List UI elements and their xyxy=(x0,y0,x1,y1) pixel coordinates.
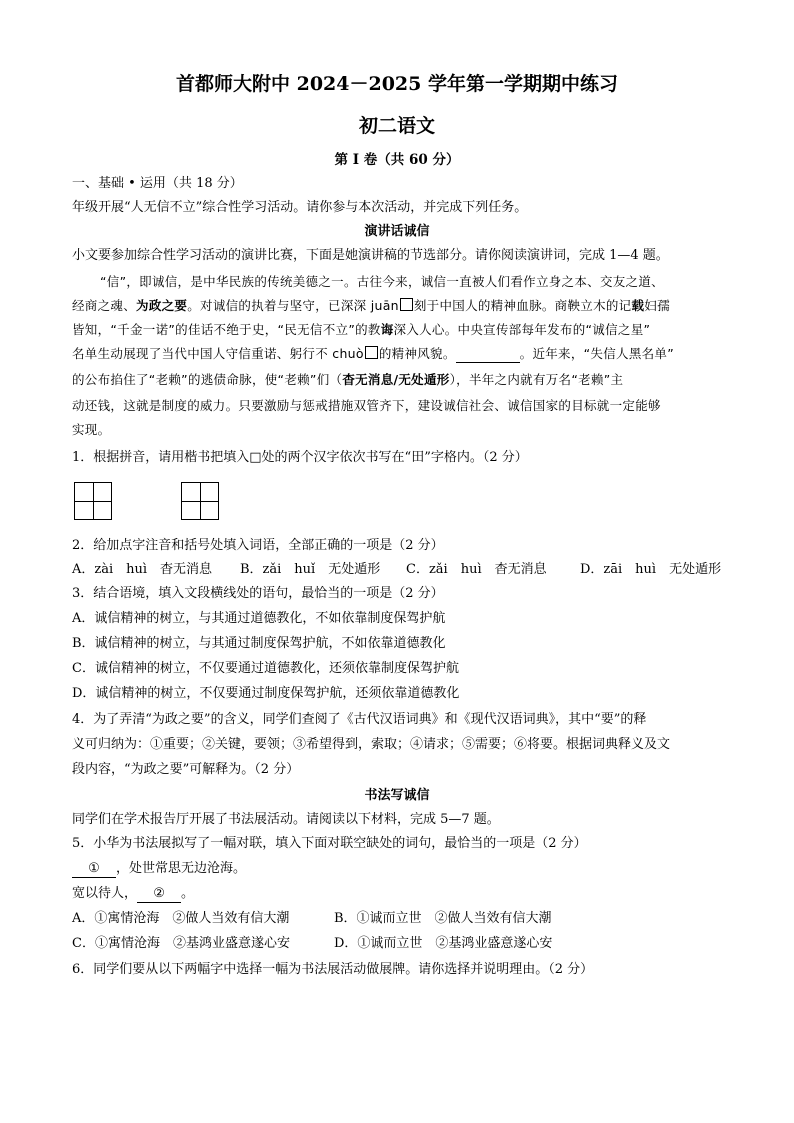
question-3: 3．结合语境，填入文段横线处的语句，最恰当的一项是（2 分） xyxy=(72,586,444,601)
q2-option-a[interactable]: A．zài huì 杳无消息 xyxy=(72,562,213,577)
answer-blank-line xyxy=(456,346,520,363)
question-4-line-1: 4．为了弄清“为政之要”的含义，同学们查阅了《古代汉语词典》和《现代汉语词典》，其中“要”的释 xyxy=(72,712,647,727)
tian-grid-1[interactable] xyxy=(74,482,112,520)
couplet-text: 。 xyxy=(181,886,195,901)
subject-title: 初二语文 xyxy=(358,115,435,137)
section-intro: 年级开展“人无信不立”综合性学习活动。请你参与本次活动，并完成下列任务。 xyxy=(72,200,528,215)
q5-option-b[interactable]: B．①诚而立世 ②做人当效有信大潮 xyxy=(334,911,552,926)
q2-option-c[interactable]: C．zǎi huì 杳无消息 xyxy=(406,562,547,577)
dotted-char-zai: 载 xyxy=(631,298,645,313)
passage-text: 经商之魂、 xyxy=(72,298,137,313)
q2-option-b[interactable]: B．zǎi huǐ 无处遁形 xyxy=(240,562,381,577)
couplet-text: ，处世常思无边沧海。 xyxy=(116,861,247,876)
dotted-char-hui: 诲 xyxy=(380,322,394,337)
passage-text: 刻于中国人的精神血脉。商鞅立木的记 xyxy=(413,298,632,313)
part-intro-calligraphy: 同学们在学术报告厅开展了书法展活动。请阅读以下材料，完成 5—7 题。 xyxy=(72,812,500,827)
passage-text: 妇孺 xyxy=(644,298,670,313)
question-6: 6．同学们要从以下两幅字中选择一幅为书法展活动做展牌。请你选择并说明理由。（2 分） xyxy=(72,962,594,977)
part-intro-speech: 小文要参加综合性学习活动的演讲比赛，下面是她演讲稿的节选部分。请你阅读演讲词，完成 1—4 题。 xyxy=(72,248,669,263)
bracket-options: 杳无消息/无处遁形 xyxy=(342,372,450,387)
q3-option-b[interactable]: B．诚信精神的树立，与其通过制度保驾护航，不如依靠道德教化 xyxy=(72,636,446,651)
passage-text: 。近年来，“失信人黑名单” xyxy=(519,346,675,361)
couplet-text: 宽以待人， xyxy=(72,886,138,901)
passage-text: 深入人心。中央宣传部每年发布的“诚信之星” xyxy=(393,322,651,337)
passage-line-3 xyxy=(72,322,650,338)
q3-option-d[interactable]: D．诚信精神的树立，不仅要通过制度保驾护航，还须依靠道德教化 xyxy=(72,686,460,701)
q5-option-d[interactable]: D．①诚而立世 ②基鸿业盛意遂心安 xyxy=(334,936,553,951)
q3-option-c[interactable]: C．诚信精神的树立，不仅要通过道德教化，还须依靠制度保驾护航 xyxy=(72,661,459,676)
question-5: 5．小华为书法展拟写了一幅对联，填入下面对联空缺处的词句，最恰当的一项是（2 分） xyxy=(72,836,587,851)
couplet-blank-2: ② xyxy=(137,886,181,903)
question-4-line-3: 段内容，“为政之要”可解释为。（2 分） xyxy=(72,762,300,777)
part-heading-speech: 演讲话诚信 xyxy=(364,224,430,239)
section-heading: 一、基础 • 运用（共 18 分） xyxy=(72,176,243,191)
passage-text: 的精神风貌。 xyxy=(378,346,456,361)
passage-line-6: 动还钱，这就是制度的威力。只要激励与惩戒措施双管齐下，建设诚信社会、诚信国家的目标就一定能够 xyxy=(72,398,661,413)
passage-text: 皆知，“千金一诺”的佳话不绝于史，“民无信不立”的教 xyxy=(72,322,381,337)
passage-line-5 xyxy=(72,372,623,388)
couplet-line-1 xyxy=(72,861,246,878)
passage-line-7: 实现。 xyxy=(72,422,111,437)
passage-line-4 xyxy=(72,346,674,363)
tian-grid-2[interactable] xyxy=(181,482,219,520)
exam-title: 首都师大附中 2024－2025 学年第一学期期中练习 xyxy=(176,73,618,95)
volume-heading: 第 I 卷（共 60 分） xyxy=(334,152,460,168)
q5-option-c[interactable]: C．①寓情沧海 ②基鸿业盛意遂心安 xyxy=(72,936,290,951)
passage-text: 名单生动展现了当代中国人守信重诺、躬行不 chuò xyxy=(72,346,364,361)
passage-text: 的公布掐住了“老赖”的逃债命脉，使“老赖”们（ xyxy=(72,372,343,387)
question-1: 1．根据拼音，请用楷书把填入□处的两个汉字依次书写在“田”字格内。（2 分） xyxy=(72,450,528,465)
q5-option-a[interactable]: A．①寓情沧海 ②做人当效有信大潮 xyxy=(72,911,290,926)
passage-text: ），半年之内就有万名“老赖”主 xyxy=(449,372,624,387)
couplet-blank-1: ① xyxy=(72,861,116,878)
q3-option-a[interactable]: A．诚信精神的树立，与其通过道德教化，不如依靠制度保驾护航 xyxy=(72,611,446,626)
passage-text: 。对诚信的执着与坚守，已深深 juān xyxy=(187,298,399,313)
q2-option-d[interactable]: D．zāi huì 无处遁形 xyxy=(580,562,722,577)
passage-line-2 xyxy=(72,298,670,314)
blank-box-2 xyxy=(365,346,378,359)
question-2: 2．给加点字注音和括号处填入词语，全部正确的一项是（2 分） xyxy=(72,538,444,553)
part-heading-calligraphy: 书法写诚信 xyxy=(364,788,430,803)
passage-line-1: “信”，即诚信，是中华民族的传统美德之一。古往今来，诚信一直被人们看作立身之本、交友之道、 xyxy=(100,274,664,289)
couplet-line-2 xyxy=(72,886,194,903)
blank-box-1 xyxy=(400,298,413,311)
question-4-line-2: 义可归纳为：①重要；②关键，要领；③希望得到，索取；④请求；⑤需要；⑥将要。根据词典释义及文 xyxy=(72,737,671,752)
dotted-phrase: 为政之要 xyxy=(136,298,188,313)
